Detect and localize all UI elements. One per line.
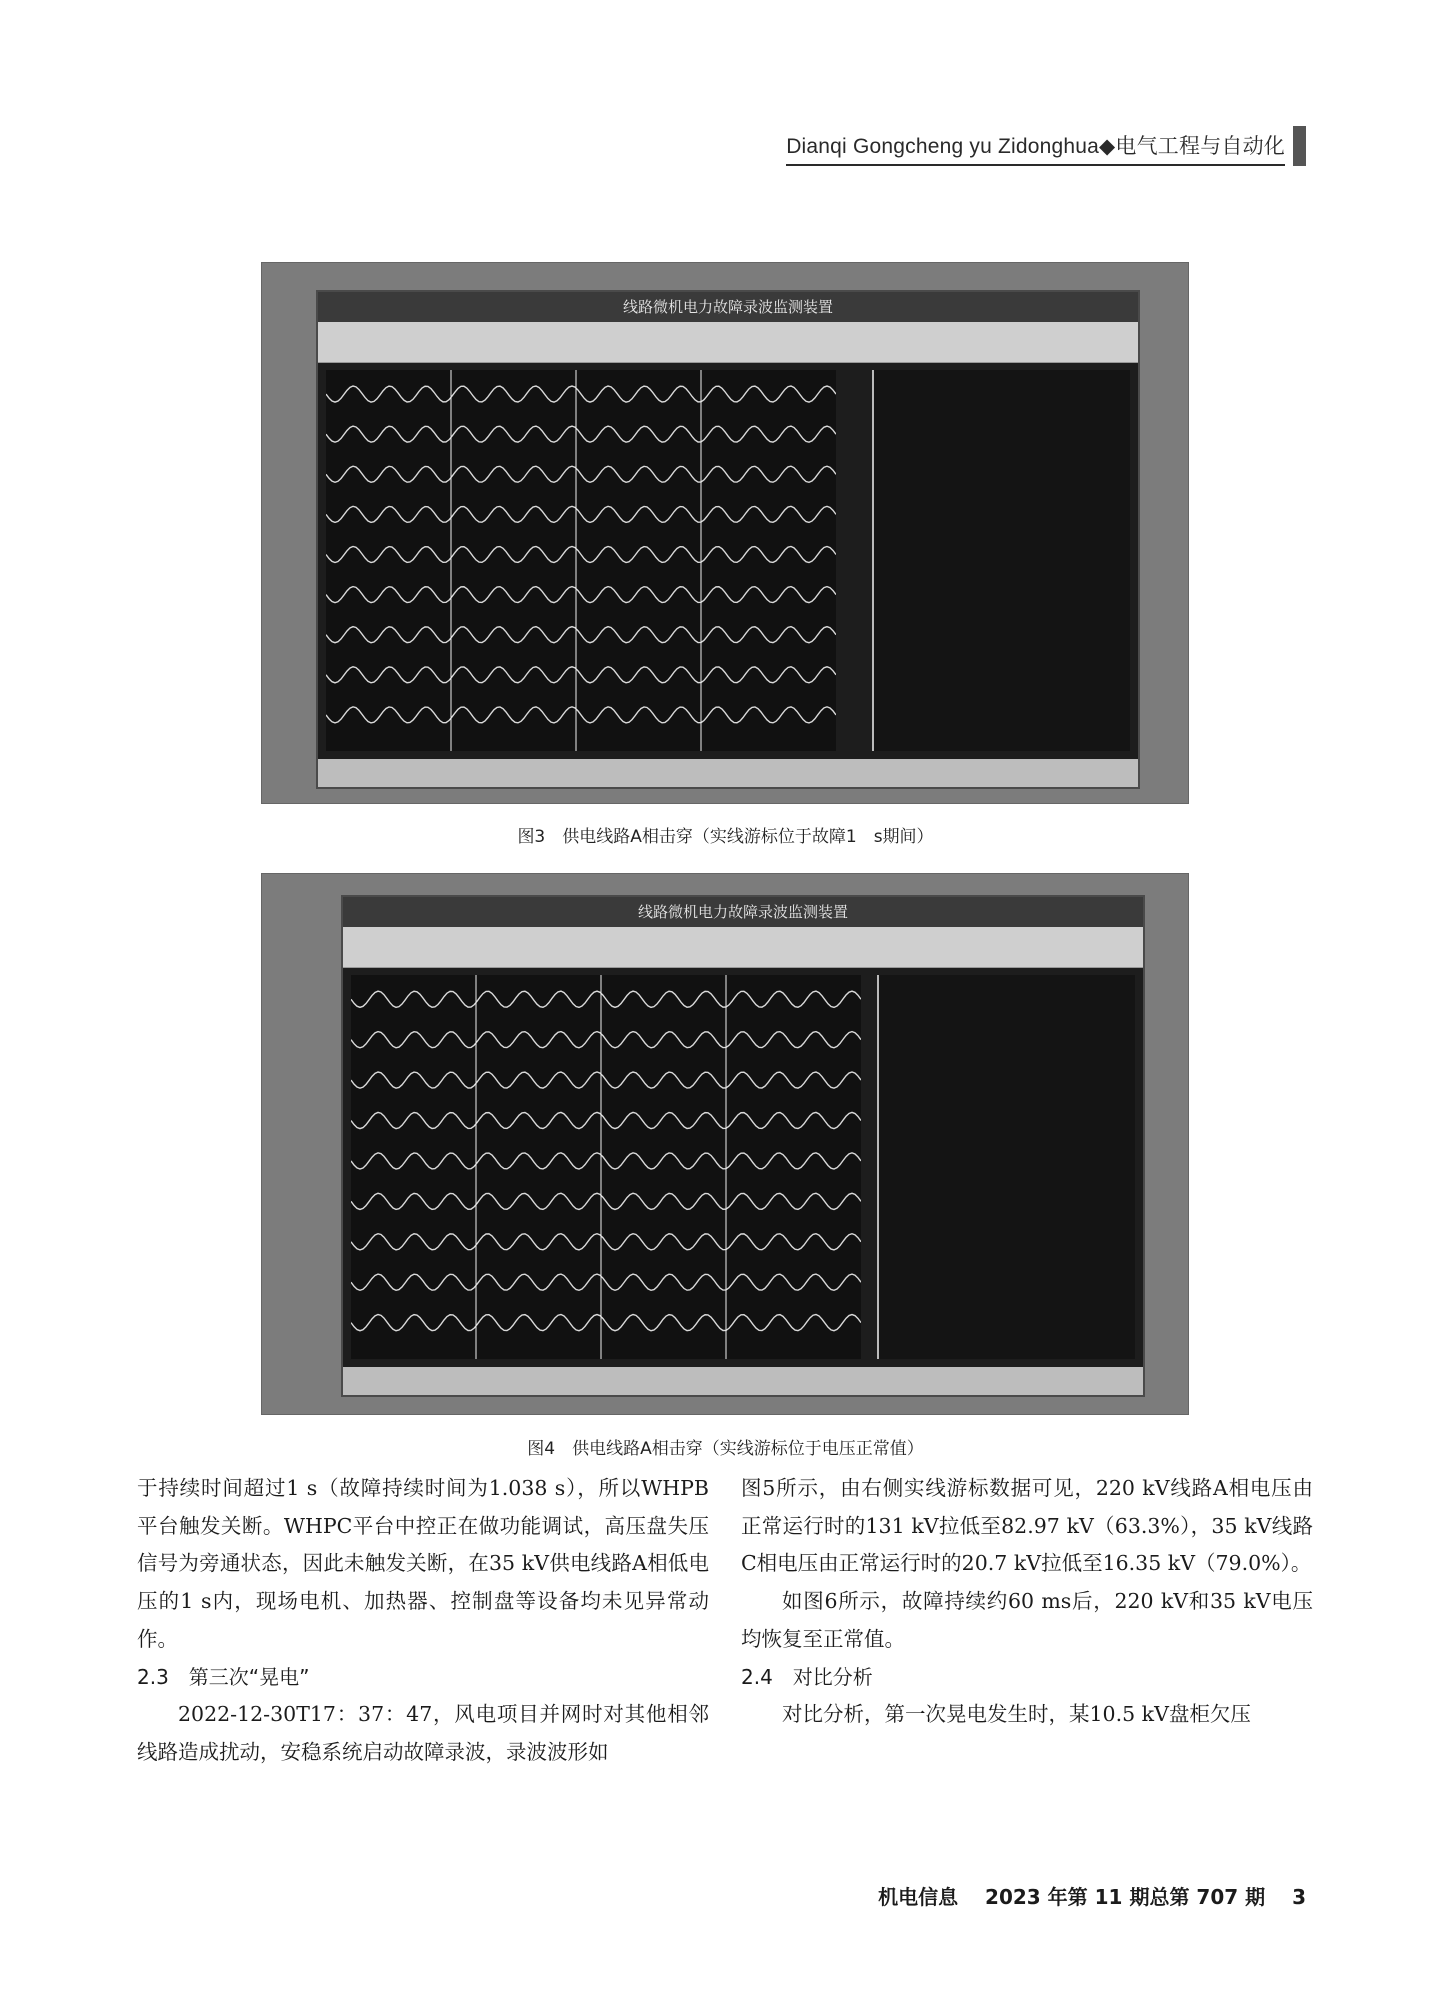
recorder-screen: [316, 290, 1140, 789]
waveform-trace: [326, 667, 836, 683]
recorder-screen: [341, 895, 1145, 1397]
paragraph: 对比分析，第一次晃电发生时，某10.5 kV盘柜欠压: [782, 1702, 1251, 1727]
waveform-trace: [351, 1112, 861, 1128]
figure-3-photo: [261, 262, 1189, 804]
waveform-trace: [351, 1193, 861, 1209]
section-heading-2-4: 2.4 对比分析: [741, 1664, 873, 1689]
waveform-traces: [351, 975, 861, 1359]
text-column-right: [741, 1470, 1313, 1734]
screen-toolbar: [318, 322, 1138, 363]
waveform-trace: [351, 1274, 861, 1290]
waveform-trace: [351, 1234, 861, 1250]
waveform-trace: [326, 707, 836, 723]
paragraph: 于持续时间超过1 s（故障持续时间为1.038 s），所以WHPB平台触发关断。WHPC平台中控正在做功能调试，高压盘失压信号为旁通状态，因此未触发关断，在35 kV供电线路A相低电压的1 s内，现场电机、加热器、控制盘等设备均未见异常动作。: [137, 1476, 709, 1651]
waveform-trace: [351, 1153, 861, 1169]
status-bar: [318, 759, 1138, 787]
waveform-trace: [351, 1072, 861, 1088]
screen-title: 线路微机电力故障录波监测装置: [343, 897, 1143, 927]
section-heading-2-3: 2.3 第三次“晃电”: [137, 1664, 310, 1689]
waveform-trace: [326, 546, 836, 562]
figure-3-caption: 图3 供电线路A相击穿（实线游标位于故障1 s期间）: [517, 827, 934, 847]
cursor-readout-panel: [872, 370, 1130, 751]
running-header: [786, 126, 1306, 166]
paragraph: 如图6所示，故障持续约60 ms后，220 kV和35 kV电压均恢复至正常值。: [741, 1589, 1313, 1651]
waveform-panel: [326, 370, 836, 751]
journal-title: Dianqi Gongcheng yu Zidonghua◆电气工程与自动化: [786, 130, 1285, 166]
waveform-panel: [351, 975, 861, 1359]
paragraph: 图5所示，由右侧实线游标数据可见，220 kV线路A相电压由正常运行时的131 kV拉低至82.97 kV（63.3%），35 kV线路C相电压由正常运行时的20.7 kV拉低至16.35 kV（79.0%）。: [741, 1476, 1313, 1576]
waveform-trace: [351, 1032, 861, 1048]
figure-4-caption: 图4 供电线路A相击穿（实线游标位于电压正常值）: [527, 1439, 924, 1459]
waveform-trace: [351, 1315, 861, 1331]
figure-4-photo: [261, 873, 1189, 1415]
waveform-trace: [326, 466, 836, 482]
screen-toolbar: [343, 927, 1143, 968]
waveform-trace: [351, 991, 861, 1007]
header-marker-bar: [1293, 126, 1306, 166]
screen-title: 线路微机电力故障录波监测装置: [318, 292, 1138, 322]
waveform-traces: [326, 370, 836, 751]
status-bar: [343, 1367, 1143, 1395]
page-footer: 机电信息 2023 年第 11 期总第 707 期 3: [878, 1885, 1306, 1909]
cursor-readout-panel: [877, 975, 1135, 1359]
paragraph: 2022-12-30T17：37：47，风电项目并网时对其他相邻线路造成扰动，安稳系统启动故障录波，录波波形如: [137, 1702, 709, 1764]
text-column-left: [137, 1470, 709, 1772]
waveform-trace: [326, 386, 836, 402]
waveform-trace: [326, 627, 836, 643]
waveform-trace: [326, 587, 836, 603]
waveform-trace: [326, 426, 836, 442]
waveform-trace: [326, 506, 836, 522]
